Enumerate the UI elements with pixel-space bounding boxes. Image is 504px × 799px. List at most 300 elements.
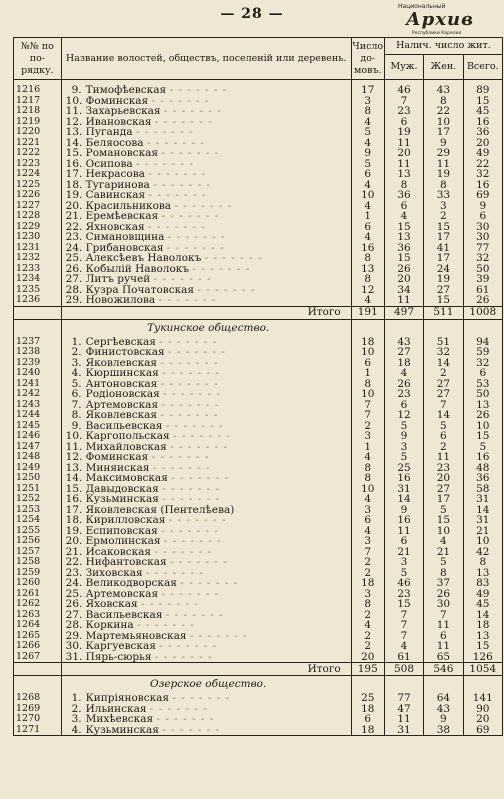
settlement-name: Тугаринова xyxy=(85,179,150,190)
table-row xyxy=(14,463,503,474)
row-number: 1234 xyxy=(14,274,62,285)
settlement-name: Мартемьяновская xyxy=(85,630,187,641)
female-cell: 30 xyxy=(424,599,463,610)
leader-dots: - - - - - - - xyxy=(152,462,211,473)
settlement-cell xyxy=(61,505,351,516)
female-cell: 8 xyxy=(424,96,463,107)
settlement-name: Яковлевская xyxy=(85,357,158,368)
male-cell: 11 xyxy=(384,295,423,306)
table-row xyxy=(14,106,503,117)
leader-dots: - - - - - - - xyxy=(162,724,221,736)
table-row xyxy=(14,410,503,421)
item-index: 4. xyxy=(71,724,82,736)
total-cell: 20 xyxy=(463,138,502,149)
settlement-name: Давыдовская xyxy=(85,483,159,494)
row-number: 1262 xyxy=(14,599,62,610)
total-cell: 22 xyxy=(463,159,502,170)
settlement-cell xyxy=(61,536,351,547)
leader-dots: - - - - - - - xyxy=(135,127,194,138)
section-empty-cell xyxy=(351,319,384,337)
leader-dots: - - - - - - - xyxy=(154,651,213,663)
settlement-name: Кузьминская xyxy=(85,494,159,505)
item-index: 4. xyxy=(71,368,82,379)
female-cell: 9 xyxy=(424,714,463,725)
female-cell: 2 xyxy=(424,211,463,222)
settlement-name: Тимофѣевская xyxy=(85,85,167,96)
total-cell: 36 xyxy=(463,127,502,138)
table-row xyxy=(14,442,503,453)
leader-dots: - - - - - - - xyxy=(170,441,229,452)
total-cell: 10 xyxy=(463,536,502,547)
row-number: 1253 xyxy=(14,505,62,516)
male-cell: 23 xyxy=(384,589,423,600)
total-cell: 16 xyxy=(463,117,502,128)
total-cell: 13 xyxy=(463,568,502,579)
male-cell: 6 xyxy=(384,117,423,128)
male-cell: 19 xyxy=(384,127,423,138)
houses-cell: 4 xyxy=(351,494,384,505)
section-empty-cell xyxy=(463,319,502,337)
row-number: 1249 xyxy=(14,463,62,474)
table-row xyxy=(14,589,503,600)
row-number: 1247 xyxy=(14,442,62,453)
houses-cell: 3 xyxy=(351,505,384,516)
settlement-name: Коркина xyxy=(85,620,134,631)
item-index: 17. xyxy=(65,169,83,180)
leader-dots: - - - - - - - xyxy=(165,609,224,620)
female-cell: 64 xyxy=(424,693,463,704)
male-cell: 4 xyxy=(384,641,423,652)
houses-cell: 8 xyxy=(351,274,384,285)
total-cell: 94 xyxy=(463,337,502,348)
row-number: 1221 xyxy=(14,138,62,149)
female-cell: 21 xyxy=(424,547,463,558)
table-row xyxy=(14,169,503,180)
row-number: 1269 xyxy=(14,704,62,715)
houses-cell: 4 xyxy=(351,201,384,212)
houses-cell: 17 xyxy=(351,85,384,96)
leader-dots: - - - - - - - xyxy=(160,357,219,368)
leader-dots: - - - - - - - xyxy=(158,295,217,306)
table-row xyxy=(14,400,503,411)
stamp-line-2: Архив xyxy=(406,9,474,30)
female-cell: 20 xyxy=(424,473,463,484)
table-row xyxy=(14,557,503,568)
female-cell: 17 xyxy=(424,253,463,264)
total-cell: 26 xyxy=(463,410,502,421)
row-number: 1256 xyxy=(14,536,62,547)
total-houses: 191 xyxy=(351,306,384,319)
item-index: 9. xyxy=(71,420,82,431)
houses-cell: 18 xyxy=(351,725,384,736)
male-cell: 47 xyxy=(384,704,423,715)
table-row xyxy=(14,389,503,400)
total-cell: 6 xyxy=(463,211,502,222)
houses-cell: 8 xyxy=(351,599,384,610)
item-index: 2. xyxy=(71,347,82,358)
settlement-cell xyxy=(61,389,351,400)
total-cell: 50 xyxy=(463,264,502,275)
female-cell: 6 xyxy=(424,631,463,642)
settlement-name: Красильникова xyxy=(85,200,172,211)
table-row xyxy=(14,484,503,495)
male-cell: 43 xyxy=(384,337,423,348)
row-number: 1225 xyxy=(14,180,62,191)
settlement-cell xyxy=(61,463,351,474)
female-cell: 6 xyxy=(424,431,463,442)
item-index: 11. xyxy=(65,441,83,452)
header-nalich: Налич. число жит. xyxy=(384,38,502,55)
row-number: 1227 xyxy=(14,201,62,212)
settlement-cell xyxy=(61,211,351,222)
female-cell: 32 xyxy=(424,347,463,358)
total-cell: 126 xyxy=(463,652,502,663)
leader-dots: - - - - - - - xyxy=(154,546,213,557)
leader-dots: - - - - - - - xyxy=(161,588,220,599)
table-row xyxy=(14,347,503,358)
female-cell: 19 xyxy=(424,169,463,180)
total-cell: 31 xyxy=(463,515,502,526)
settlement-name: Романовская xyxy=(85,148,159,159)
settlement-name: Кузра Початовская xyxy=(85,284,195,295)
houses-cell: 8 xyxy=(351,463,384,474)
male-cell: 15 xyxy=(384,222,423,233)
leader-dots: - - - - - - - xyxy=(156,714,215,725)
table-row xyxy=(14,232,503,243)
settlement-cell xyxy=(61,452,351,463)
settlement-name: Антоновская xyxy=(85,378,158,389)
settlement-cell xyxy=(61,159,351,170)
total-cell: 45 xyxy=(463,106,502,117)
houses-cell: 1 xyxy=(351,442,384,453)
male-cell: 11 xyxy=(384,138,423,149)
item-index: 18. xyxy=(65,179,83,190)
leader-dots: - - - - - - - xyxy=(153,274,212,285)
header-no: №№ по по- рядку. xyxy=(14,38,62,80)
total-cell: 53 xyxy=(463,379,502,390)
settlement-name: Яковлевская (Пентелѣева) xyxy=(85,504,235,515)
settlement-cell xyxy=(61,620,351,631)
settlement-name: Родіоновская xyxy=(85,389,160,400)
female-cell: 23 xyxy=(424,463,463,474)
houses-cell: 18 xyxy=(351,704,384,715)
item-index: 26. xyxy=(65,263,83,274)
row-number: 1239 xyxy=(14,358,62,369)
row-number: 1228 xyxy=(14,211,62,222)
row-number: 1219 xyxy=(14,117,62,128)
total-cell: 8 xyxy=(463,557,502,568)
male-cell: 25 xyxy=(384,463,423,474)
settlement-name: Артемовская xyxy=(85,588,159,599)
table-row xyxy=(14,148,503,159)
male-cell: 3 xyxy=(384,557,423,568)
settlement-cell xyxy=(61,704,351,715)
male-cell: 5 xyxy=(384,452,423,463)
row-number: 1226 xyxy=(14,190,62,201)
table-row xyxy=(14,180,503,191)
row-number: 1222 xyxy=(14,148,62,159)
settlement-cell xyxy=(61,190,351,201)
female-cell: 5 xyxy=(424,505,463,516)
settlement-cell xyxy=(61,243,351,254)
houses-cell: 25 xyxy=(351,693,384,704)
houses-cell: 20 xyxy=(351,652,384,663)
item-index: 31. xyxy=(65,651,83,663)
leader-dots: - - - - - - - xyxy=(168,515,227,526)
houses-cell: 4 xyxy=(351,295,384,306)
total-cell: 16 xyxy=(463,452,502,463)
settlement-cell xyxy=(61,368,351,379)
settlement-name: Некрасова xyxy=(85,169,145,180)
item-index: 7. xyxy=(71,399,82,410)
table-row xyxy=(14,379,503,390)
settlement-name: Фоминская xyxy=(85,95,149,106)
row-number: 1268 xyxy=(14,693,62,704)
female-cell: 22 xyxy=(424,106,463,117)
leader-dots: - - - - - - - xyxy=(170,557,228,568)
leader-dots: - - - - - - - xyxy=(167,232,226,243)
table-row xyxy=(14,138,503,149)
table-row xyxy=(14,190,503,201)
item-index: 17. xyxy=(65,504,83,515)
table-row xyxy=(14,274,503,285)
leader-dots: - - - - - - - xyxy=(162,483,220,494)
male-cell: 6 xyxy=(384,400,423,411)
male-cell: 36 xyxy=(384,190,423,201)
male-cell: 46 xyxy=(384,578,423,589)
female-cell: 65 xyxy=(424,652,463,663)
male-cell: 6 xyxy=(384,201,423,212)
row-number: 1235 xyxy=(14,285,62,296)
total-cell: 61 xyxy=(463,285,502,296)
item-index: 12. xyxy=(65,116,83,127)
houses-cell: 9 xyxy=(351,148,384,159)
total-female: 546 xyxy=(424,663,463,676)
settlement-name: Грибановская xyxy=(85,242,164,253)
row-number: 1271 xyxy=(14,725,62,736)
leader-dots: - - - - - - - xyxy=(147,221,206,232)
total-cell: 69 xyxy=(463,190,502,201)
settlement-cell xyxy=(61,347,351,358)
table-row xyxy=(14,431,503,442)
row-number: 1231 xyxy=(14,243,62,254)
leader-dots: - - - - - - - xyxy=(166,242,225,253)
leader-dots: - - - - - - - xyxy=(148,190,207,201)
settlement-cell xyxy=(61,96,351,107)
male-cell: 5 xyxy=(384,421,423,432)
table-row xyxy=(14,295,503,306)
item-index: 1. xyxy=(71,693,82,704)
settlement-cell xyxy=(61,494,351,505)
settlement-cell xyxy=(61,725,351,736)
houses-cell: 3 xyxy=(351,536,384,547)
settlement-name: Максимовская xyxy=(85,473,168,484)
male-cell: 9 xyxy=(384,505,423,516)
settlement-name: Каргопольская xyxy=(85,431,170,442)
settlement-cell xyxy=(61,473,351,484)
total-cell: 50 xyxy=(463,389,502,400)
leader-dots: - - - - - - - xyxy=(174,200,233,211)
total-cell: 49 xyxy=(463,148,502,159)
female-cell: 4 xyxy=(424,536,463,547)
table-row xyxy=(14,620,503,631)
settlement-name: Новожилова xyxy=(85,295,156,306)
total-row xyxy=(14,306,503,319)
section-row xyxy=(14,319,503,337)
total-label: Итого xyxy=(61,663,351,676)
total-male: 508 xyxy=(384,663,423,676)
total-cell: 21 xyxy=(463,526,502,537)
total-cell: 15 xyxy=(463,96,502,107)
table-row xyxy=(14,610,503,621)
row-number: 1261 xyxy=(14,589,62,600)
total-cell: 5 xyxy=(463,442,502,453)
item-index: 10. xyxy=(65,431,83,442)
row-number: 1257 xyxy=(14,547,62,558)
houses-cell: 4 xyxy=(351,117,384,128)
male-cell: 15 xyxy=(384,599,423,610)
houses-cell: 6 xyxy=(351,714,384,725)
total-cell: 90 xyxy=(463,704,502,715)
total-cell: 15 xyxy=(463,431,502,442)
item-index: 22. xyxy=(65,557,83,568)
houses-cell: 7 xyxy=(351,410,384,421)
settlement-cell xyxy=(61,169,351,180)
female-cell: 8 xyxy=(424,568,463,579)
settlement-name: Литъ ручей xyxy=(85,274,151,285)
table-row xyxy=(14,96,503,107)
leader-dots: - - - - - - - xyxy=(169,85,228,96)
female-cell: 17 xyxy=(424,494,463,505)
female-cell: 19 xyxy=(424,274,463,285)
item-index: 25. xyxy=(65,253,83,264)
leader-dots: - - - - - - - xyxy=(172,431,231,442)
leader-dots: - - - - - - - xyxy=(180,578,239,589)
male-cell: 16 xyxy=(384,473,423,484)
settlement-cell xyxy=(61,599,351,610)
leader-dots: - - - - - - - xyxy=(161,399,220,410)
settlement-cell xyxy=(61,557,351,568)
stamp-line-3: Республики Карелия xyxy=(412,31,462,36)
table-row xyxy=(14,358,503,369)
male-cell: 46 xyxy=(384,85,423,96)
settlement-cell xyxy=(61,285,351,296)
total-cell: 13 xyxy=(463,400,502,411)
female-cell: 15 xyxy=(424,222,463,233)
item-index: 14. xyxy=(65,473,83,484)
settlement-cell xyxy=(61,379,351,390)
settlement-cell xyxy=(61,337,351,348)
settlement-name: Симановщина xyxy=(85,232,165,243)
leader-dots: - - - - - - - xyxy=(162,368,220,379)
male-cell: 11 xyxy=(384,714,423,725)
settlement-name: Исаковская xyxy=(85,546,152,557)
settlement-cell xyxy=(61,264,351,275)
total-cell: 14 xyxy=(463,505,502,516)
item-index: 13. xyxy=(65,462,83,473)
section-empty-cell xyxy=(384,676,423,694)
row-number: 1236 xyxy=(14,295,62,306)
female-cell: 11 xyxy=(424,452,463,463)
houses-cell: 18 xyxy=(351,337,384,348)
table-row xyxy=(14,201,503,212)
table-body xyxy=(14,80,503,736)
item-index: 20. xyxy=(65,200,83,211)
male-cell: 16 xyxy=(384,515,423,526)
row-number: 1260 xyxy=(14,578,62,589)
item-index: 15. xyxy=(65,483,83,494)
row-number: 1248 xyxy=(14,452,62,463)
section-title: Тукинское общество. xyxy=(61,319,351,337)
settlement-cell xyxy=(61,117,351,128)
male-cell: 12 xyxy=(384,410,423,421)
female-cell: 5 xyxy=(424,421,463,432)
female-cell: 10 xyxy=(424,526,463,537)
settlement-name: Савинская xyxy=(85,190,146,201)
population-table xyxy=(13,37,503,736)
houses-cell: 6 xyxy=(351,515,384,526)
houses-cell: 12 xyxy=(351,285,384,296)
item-index: 22. xyxy=(65,221,83,232)
female-cell: 14 xyxy=(424,410,463,421)
leader-dots: - - - - - - - xyxy=(149,703,208,714)
item-index: 10. xyxy=(65,95,83,106)
table-row xyxy=(14,568,503,579)
table-row xyxy=(14,264,503,275)
item-index: 21. xyxy=(65,211,83,222)
leader-dots: - - - - - - - xyxy=(167,347,226,358)
row-number: 1217 xyxy=(14,96,62,107)
male-cell: 9 xyxy=(384,431,423,442)
male-cell: 61 xyxy=(384,652,423,663)
header-total: Всего. xyxy=(463,55,502,80)
female-cell: 38 xyxy=(424,725,463,736)
leader-dots: - - - - - - - xyxy=(154,116,213,127)
leader-dots: - - - - - - - xyxy=(160,378,219,389)
page-number: — 28 — xyxy=(220,6,284,22)
archive-stamp xyxy=(392,3,502,37)
total-cell: 45 xyxy=(463,599,502,610)
female-cell: 7 xyxy=(424,400,463,411)
settlement-name: Финистовская xyxy=(85,347,165,358)
total-cell: 32 xyxy=(463,253,502,264)
leader-dots: - - - - - - - xyxy=(161,211,220,222)
total-cell: 10 xyxy=(463,421,502,432)
item-index: 20. xyxy=(65,536,83,547)
male-cell: 18 xyxy=(384,358,423,369)
leader-dots: - - - - - - - xyxy=(163,536,222,547)
female-cell: 27 xyxy=(424,379,463,390)
settlement-cell xyxy=(61,714,351,725)
total-cell: 6 xyxy=(463,368,502,379)
male-cell: 26 xyxy=(384,264,423,275)
settlement-name: Пуганда xyxy=(85,127,133,138)
row-number: 1250 xyxy=(14,473,62,484)
female-cell: 2 xyxy=(424,442,463,453)
leader-dots: - - - - - - - xyxy=(148,169,207,180)
header-male: Муж. xyxy=(384,55,423,80)
section-row xyxy=(14,676,503,694)
table-row xyxy=(14,599,503,610)
table-row xyxy=(14,211,503,222)
female-cell: 17 xyxy=(424,127,463,138)
houses-cell: 2 xyxy=(351,568,384,579)
female-cell: 9 xyxy=(424,138,463,149)
settlement-name: Миняиская xyxy=(85,462,150,473)
female-cell: 24 xyxy=(424,264,463,275)
row-number: 1252 xyxy=(14,494,62,505)
settlement-cell xyxy=(61,253,351,264)
